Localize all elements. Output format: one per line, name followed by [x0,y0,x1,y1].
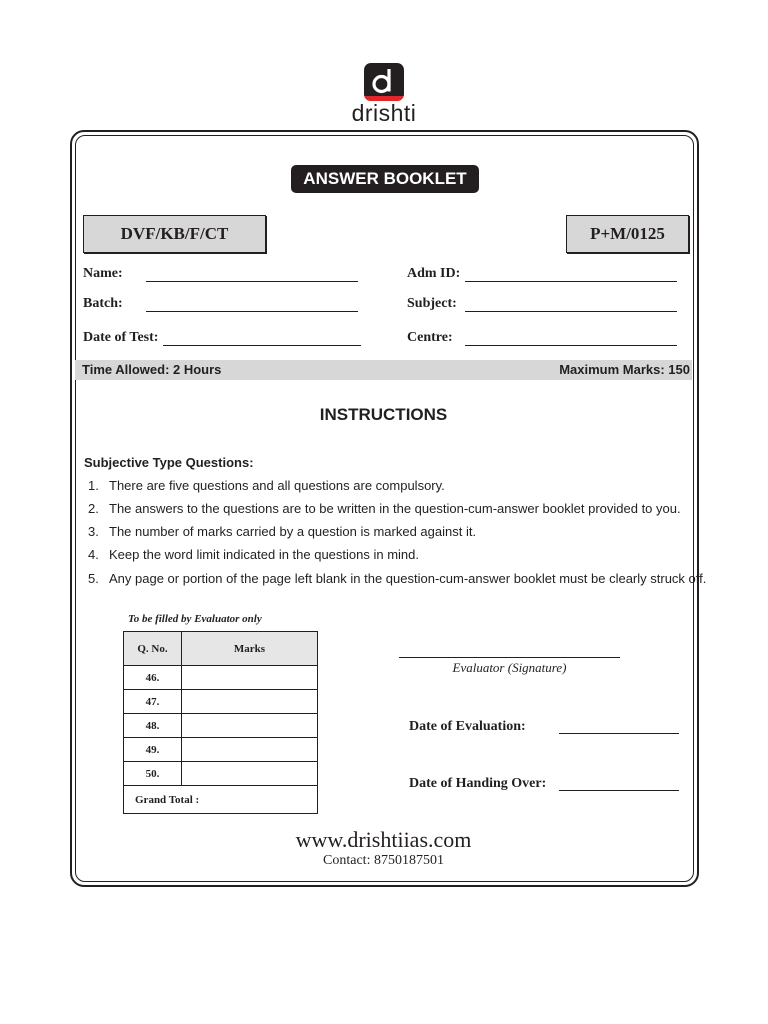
marks-cell[interactable] [182,666,318,690]
contact-info: Contact: 8750187501 [323,853,444,868]
name-field[interactable] [146,281,358,282]
date-of-handing-over-field[interactable] [559,790,679,791]
signature-field[interactable] [399,657,620,658]
adm-id-label: Adm ID: [407,266,461,281]
centre-label: Centre: [407,330,453,345]
instruction-item: 1. There are five questions and all questions are compulsory. [88,478,445,493]
question-number: 50. [124,762,182,786]
batch-label: Batch: [83,296,123,311]
subject-label: Subject: [407,296,457,311]
question-number: 48. [124,714,182,738]
booklet-title: ANSWER BOOKLET [291,165,479,193]
centre-field[interactable] [465,345,677,346]
date-of-test-label: Date of Test: [83,330,159,345]
table-header-row [124,632,318,666]
grand-total-row [124,786,318,814]
marks-cell[interactable] [182,762,318,786]
paper-code-box: P+M/0125 [566,215,689,253]
drishti-d-logo-icon [364,63,404,101]
adm-id-field[interactable] [465,281,677,282]
instruction-item: 2. The answers to the questions are to be written in the question-cum-answer booklet provided to you. [88,501,681,516]
instruction-item: 3. The number of marks carried by a question is marked against it. [88,524,477,539]
question-number: 49. [124,738,182,762]
grand-total-cell[interactable]: Grand Total : [124,786,318,814]
date-of-handing-over-label: Date of Handing Over: [409,776,547,791]
marks-table [123,631,318,814]
table-row [124,714,318,738]
subject-field[interactable] [465,311,677,312]
instruction-item: 5. Any page or portion of the page left blank in the question-cum-answer booklet must be clearly struck off. [88,571,707,586]
qno-header: Q. No. [124,632,182,666]
marks-cell[interactable] [182,690,318,714]
instructions-heading: INSTRUCTIONS [319,405,448,424]
marks-cell[interactable] [182,738,318,762]
instructions-subheading: Subjective Type Questions: [84,455,254,470]
evaluator-note: To be filled by Evaluator only [128,613,262,625]
table-row [124,666,318,690]
marks-cell[interactable] [182,714,318,738]
table-row [124,738,318,762]
date-of-test-field[interactable] [163,345,361,346]
maximum-marks: Maximum Marks: 150 [559,362,690,377]
question-number: 47. [124,690,182,714]
table-row [124,762,318,786]
time-allowed: Time Allowed: 2 Hours [82,362,222,377]
batch-field[interactable] [146,311,358,312]
date-of-evaluation-field[interactable] [559,733,679,734]
logo-wordmark: drishti [351,100,417,126]
name-label: Name: [83,266,123,281]
course-code-box: DVF/KB/F/CT [83,215,266,253]
question-number: 46. [124,666,182,690]
table-row [124,690,318,714]
website-link[interactable]: www.drishtiias.com [295,827,472,852]
instruction-item: 4. Keep the word limit indicated in the questions in mind. [88,547,420,562]
marks-header: Marks [182,632,318,666]
date-of-evaluation-label: Date of Evaluation: [409,719,526,734]
signature-label: Evaluator (Signature) [452,660,567,675]
